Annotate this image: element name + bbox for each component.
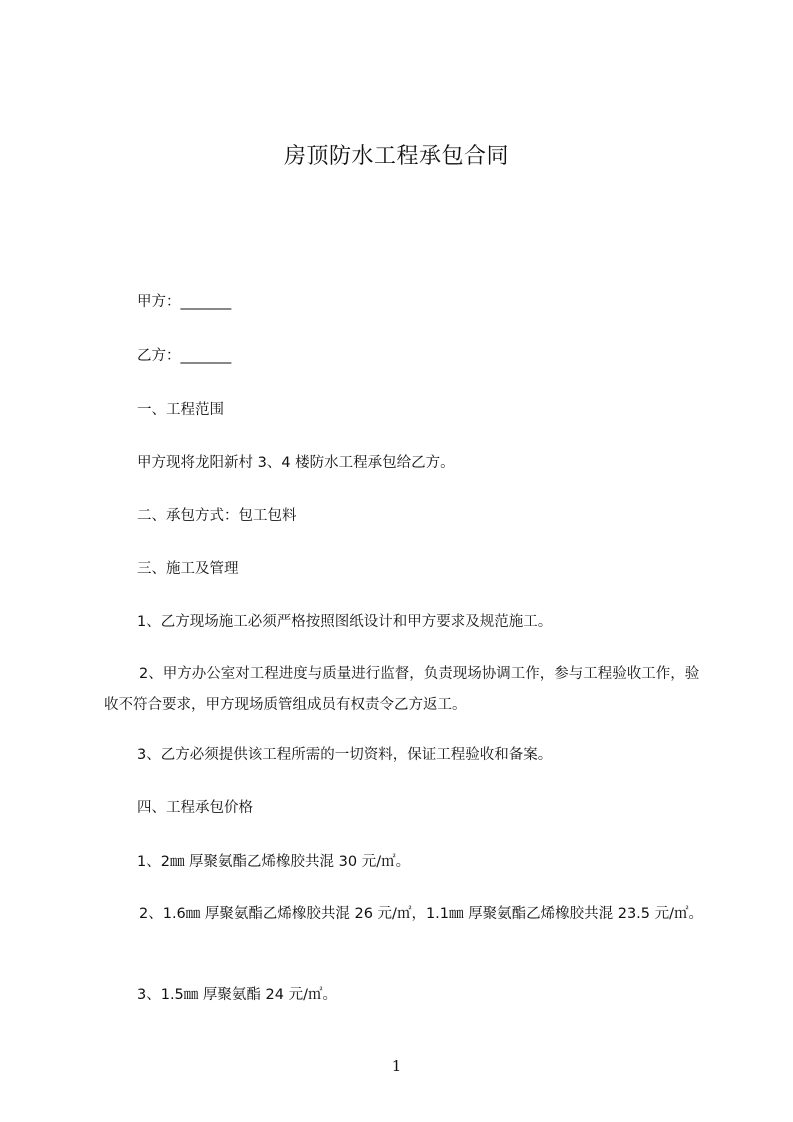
party-b-line: 乙方：_______ xyxy=(137,348,232,364)
party-a-line: 甲方：_______ xyxy=(137,294,232,310)
section-3-item-3: 3、乙方必须提供该工程所需的一切资料，保证工程验收和备案。 xyxy=(137,747,553,763)
page-number: 1 xyxy=(391,1057,402,1075)
section-4-heading: 四、工程承包价格 xyxy=(137,800,253,816)
section-3-item-2: 2、甲方办公室对工程进度与质量进行监督，负责现场协调工作，参与工程验收工作，验收不符合要求，甲方现场质管组成员有权责令乙方返工。 xyxy=(104,666,700,713)
section-4-item-1: 1、2㎜ 厚聚氨酯乙烯橡胶共混 30 元/㎡。 xyxy=(137,854,411,870)
section-3-heading: 三、施工及管理 xyxy=(137,561,239,577)
section-1-text: 甲方现将龙阳新村 3、4 楼防水工程承包给乙方。 xyxy=(137,455,455,471)
section-2-heading: 二、承包方式：包工包料 xyxy=(137,508,297,524)
section-1-heading: 一、工程范围 xyxy=(137,402,224,418)
document-title: 房顶防水工程承包合同 xyxy=(283,144,509,169)
section-4-item-3: 3、1.5㎜ 厚聚氨酯 24 元/㎡。 xyxy=(137,987,337,1003)
section-3-item-1: 1、乙方现场施工必须严格按照图纸设计和甲方要求及规范施工。 xyxy=(137,614,553,630)
section-4-item-2: 2、1.6㎜ 厚聚氨酯乙烯橡胶共混 26 元/㎡，1.1㎜ 厚聚氨酯乙烯橡胶共混 23.5 元/㎡。 xyxy=(139,906,704,922)
